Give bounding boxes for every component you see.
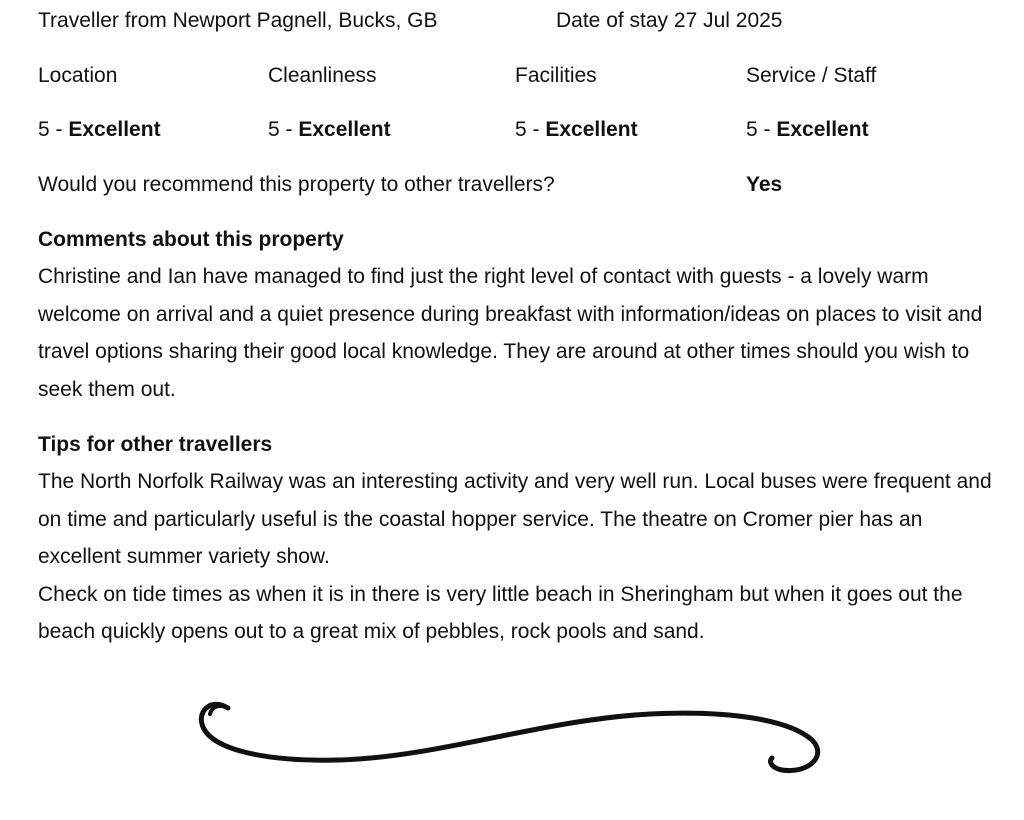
tips-heading: Tips for other travellers bbox=[38, 433, 273, 456]
rating-word: Excellent bbox=[776, 118, 869, 141]
comments-text bbox=[38, 258, 998, 408]
swirl-divider-icon bbox=[190, 690, 830, 796]
rating-score: 5 - bbox=[746, 118, 777, 141]
rating-score: 5 - bbox=[268, 118, 299, 141]
recommend-question: Would you recommend this property to other travellers? bbox=[38, 173, 555, 196]
rating-label-location: Location bbox=[38, 64, 118, 87]
tips-paragraph: The North Norfolk Railway was an interesting activity and very well run. Local buses were frequent and on time and particularly useful is the coastal hopper service. The theatre on Cromer pier has an excellent summer variety show. bbox=[38, 470, 992, 568]
rating-word: Excellent bbox=[298, 118, 391, 141]
rating-value-location bbox=[38, 118, 161, 142]
comments-paragraph: Christine and Ian have managed to find just the right level of contact with guests - a lovely warm welcome on arrival and a quiet presence during breakfast with information/ideas on places to visit and travel options sharing their good local knowledge. They are around at other times should you wish to seek them out. bbox=[38, 265, 983, 401]
tips-text bbox=[38, 463, 998, 651]
rating-label-cleanliness: Cleanliness bbox=[268, 64, 377, 87]
traveller-origin: Traveller from Newport Pagnell, Bucks, GB bbox=[38, 9, 438, 32]
rating-value-facilities bbox=[515, 118, 638, 142]
rating-score: 5 - bbox=[515, 118, 546, 141]
recommend-answer: Yes bbox=[746, 173, 783, 196]
rating-value-service-staff bbox=[746, 118, 869, 142]
rating-score: 5 - bbox=[38, 118, 69, 141]
date-of-stay: Date of stay 27 Jul 2025 bbox=[556, 9, 783, 32]
tips-paragraph: Check on tide times as when it is in there is very little beach in Sheringham but when it goes out the beach quickly opens out to a great mix of pebbles, rock pools and sand. bbox=[38, 582, 963, 643]
rating-word: Excellent bbox=[545, 118, 638, 141]
comments-heading: Comments about this property bbox=[38, 228, 344, 251]
rating-word: Excellent bbox=[68, 118, 161, 141]
rating-label-facilities: Facilities bbox=[515, 64, 597, 87]
rating-value-cleanliness bbox=[268, 118, 391, 142]
rating-label-service-staff: Service / Staff bbox=[746, 64, 877, 87]
